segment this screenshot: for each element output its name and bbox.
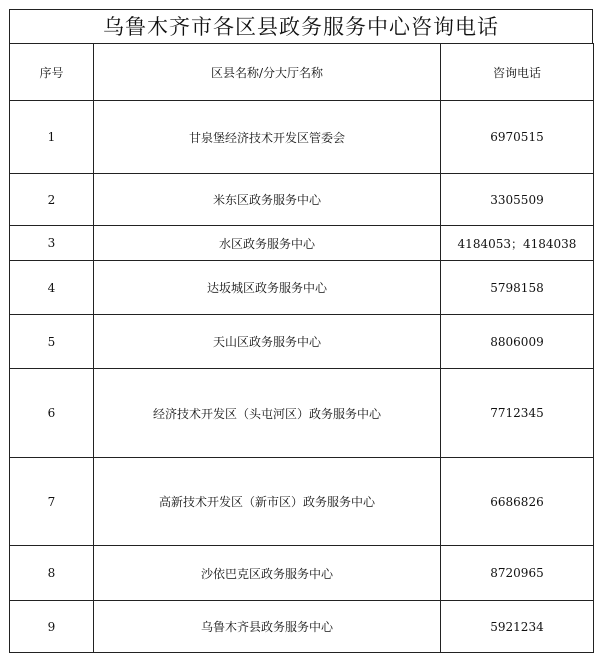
row-phone: 5798158 — [441, 261, 594, 315]
row-phone: 6686826 — [441, 458, 594, 546]
table-row — [10, 369, 594, 458]
row-phone: 8720965 — [441, 546, 594, 601]
phone-directory-document — [9, 9, 593, 649]
row-index: 4 — [10, 261, 94, 315]
row-name: 沙依巴克区政务服务中心 — [94, 546, 441, 601]
row-index: 7 — [10, 458, 94, 546]
table-row — [10, 226, 594, 261]
column-header-phone: 咨询电话 — [441, 44, 594, 101]
document-title: 乌鲁木齐市各区县政务服务中心咨询电话 — [9, 9, 593, 43]
row-phone: 3305509 — [441, 174, 594, 226]
row-name: 米东区政务服务中心 — [94, 174, 441, 226]
row-phone: 6970515 — [441, 101, 594, 174]
row-index: 9 — [10, 601, 94, 653]
row-phone: 4184053；4184038 — [441, 226, 594, 261]
row-name: 天山区政务服务中心 — [94, 315, 441, 369]
row-name: 经济技术开发区（头屯河区）政务服务中心 — [94, 369, 441, 458]
table-header-row — [10, 44, 594, 101]
table-row — [10, 174, 594, 226]
row-index: 6 — [10, 369, 94, 458]
row-index: 8 — [10, 546, 94, 601]
row-phone: 8806009 — [441, 315, 594, 369]
row-name: 甘泉堡经济技术开发区管委会 — [94, 101, 441, 174]
row-phone: 7712345 — [441, 369, 594, 458]
table-row — [10, 546, 594, 601]
row-phone: 5921234 — [441, 601, 594, 653]
row-index: 5 — [10, 315, 94, 369]
table-row — [10, 458, 594, 546]
row-index: 2 — [10, 174, 94, 226]
table-row — [10, 601, 594, 653]
table-row — [10, 315, 594, 369]
table-row — [10, 261, 594, 315]
column-header-name: 区县名称/分大厅名称 — [94, 44, 441, 101]
row-index: 3 — [10, 226, 94, 261]
row-name: 高新技术开发区（新市区）政务服务中心 — [94, 458, 441, 546]
row-index: 1 — [10, 101, 94, 174]
column-header-index: 序号 — [10, 44, 94, 101]
row-name: 达坂城区政务服务中心 — [94, 261, 441, 315]
row-name: 水区政务服务中心 — [94, 226, 441, 261]
table-row — [10, 101, 594, 174]
row-name: 乌鲁木齐县政务服务中心 — [94, 601, 441, 653]
phone-directory-table — [9, 43, 594, 653]
